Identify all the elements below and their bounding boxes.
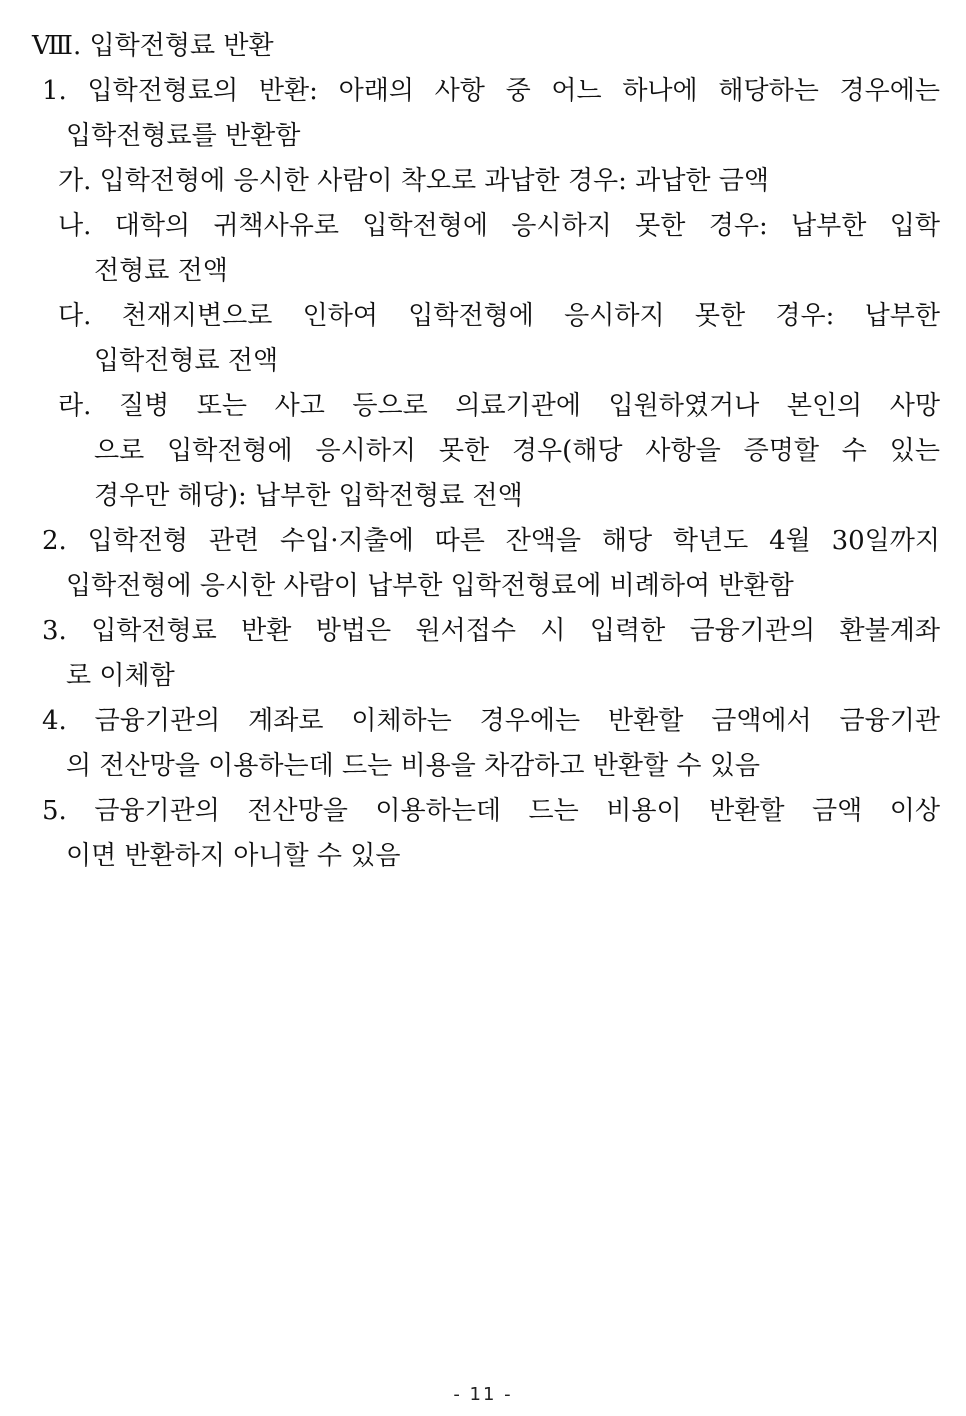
page-content (32, 24, 940, 879)
list-item-line: 3. 입학전형료 반환 방법은 원서접수 시 입력한 금융기관의 환불계좌 (42, 616, 940, 646)
sub-item-line: 전형료 전액 (94, 256, 228, 286)
sub-item-line: 입학전형료 전액 (94, 346, 279, 376)
list-item-line: 4. 금융기관의 계좌로 이체하는 경우에는 반환할 금액에서 금융기관 (42, 706, 940, 736)
sub-item-line: 으로 입학전형에 응시하지 못한 경우(해당 사항을 증명할 수 있는 (94, 436, 940, 466)
sub-item-line: 가. 입학전형에 응시한 사람이 착오로 과납한 경우: 과납한 금액 (58, 166, 770, 196)
list-item-line: 이면 반환하지 아니할 수 있음 (66, 841, 401, 871)
section-title: Ⅷ. 입학전형료 반환 (32, 31, 274, 61)
list-item-line: 의 전산망을 이용하는데 드는 비용을 차감하고 반환할 수 있음 (66, 751, 761, 781)
list-item-2 (32, 519, 940, 609)
list-item-3 (32, 609, 940, 699)
sub-item-na (32, 204, 940, 294)
sub-item-line: 라. 질병 또는 사고 등으로 의료기관에 입원하였거나 본인의 사망 (58, 391, 940, 421)
sub-item-line: 경우만 해당): 납부한 입학전형료 전액 (94, 481, 523, 511)
sub-item-line: 나. 대학의 귀책사유로 입학전형에 응시하지 못한 경우: 납부한 입학 (58, 211, 940, 241)
sub-item-ga (32, 159, 940, 204)
list-item-5 (32, 789, 940, 879)
sub-item-line: 다. 천재지변으로 인하여 입학전형에 응시하지 못한 경우: 납부한 (58, 301, 940, 331)
list-item-line: 로 이체함 (66, 661, 175, 691)
list-item-1 (32, 69, 940, 519)
list-item-line: 2. 입학전형 관련 수입·지출에 따른 잔액을 해당 학년도 4월 30일까지 (42, 526, 940, 556)
list-item-line: 1. 입학전형료의 반환: 아래의 사항 중 어느 하나에 해당하는 경우에는 (42, 76, 940, 106)
list-item-4 (32, 699, 940, 789)
list-item-line: 5. 금융기관의 전산망을 이용하는데 드는 비용이 반환할 금액 이상 (42, 796, 940, 826)
sub-item-ra (32, 384, 940, 519)
list-item-line: 입학전형료를 반환함 (66, 121, 301, 151)
list-item-line: 입학전형에 응시한 사람이 납부한 입학전형료에 비례하여 반환함 (66, 571, 794, 601)
sub-item-da (32, 294, 940, 384)
page-number: - 11 - (453, 1384, 513, 1405)
